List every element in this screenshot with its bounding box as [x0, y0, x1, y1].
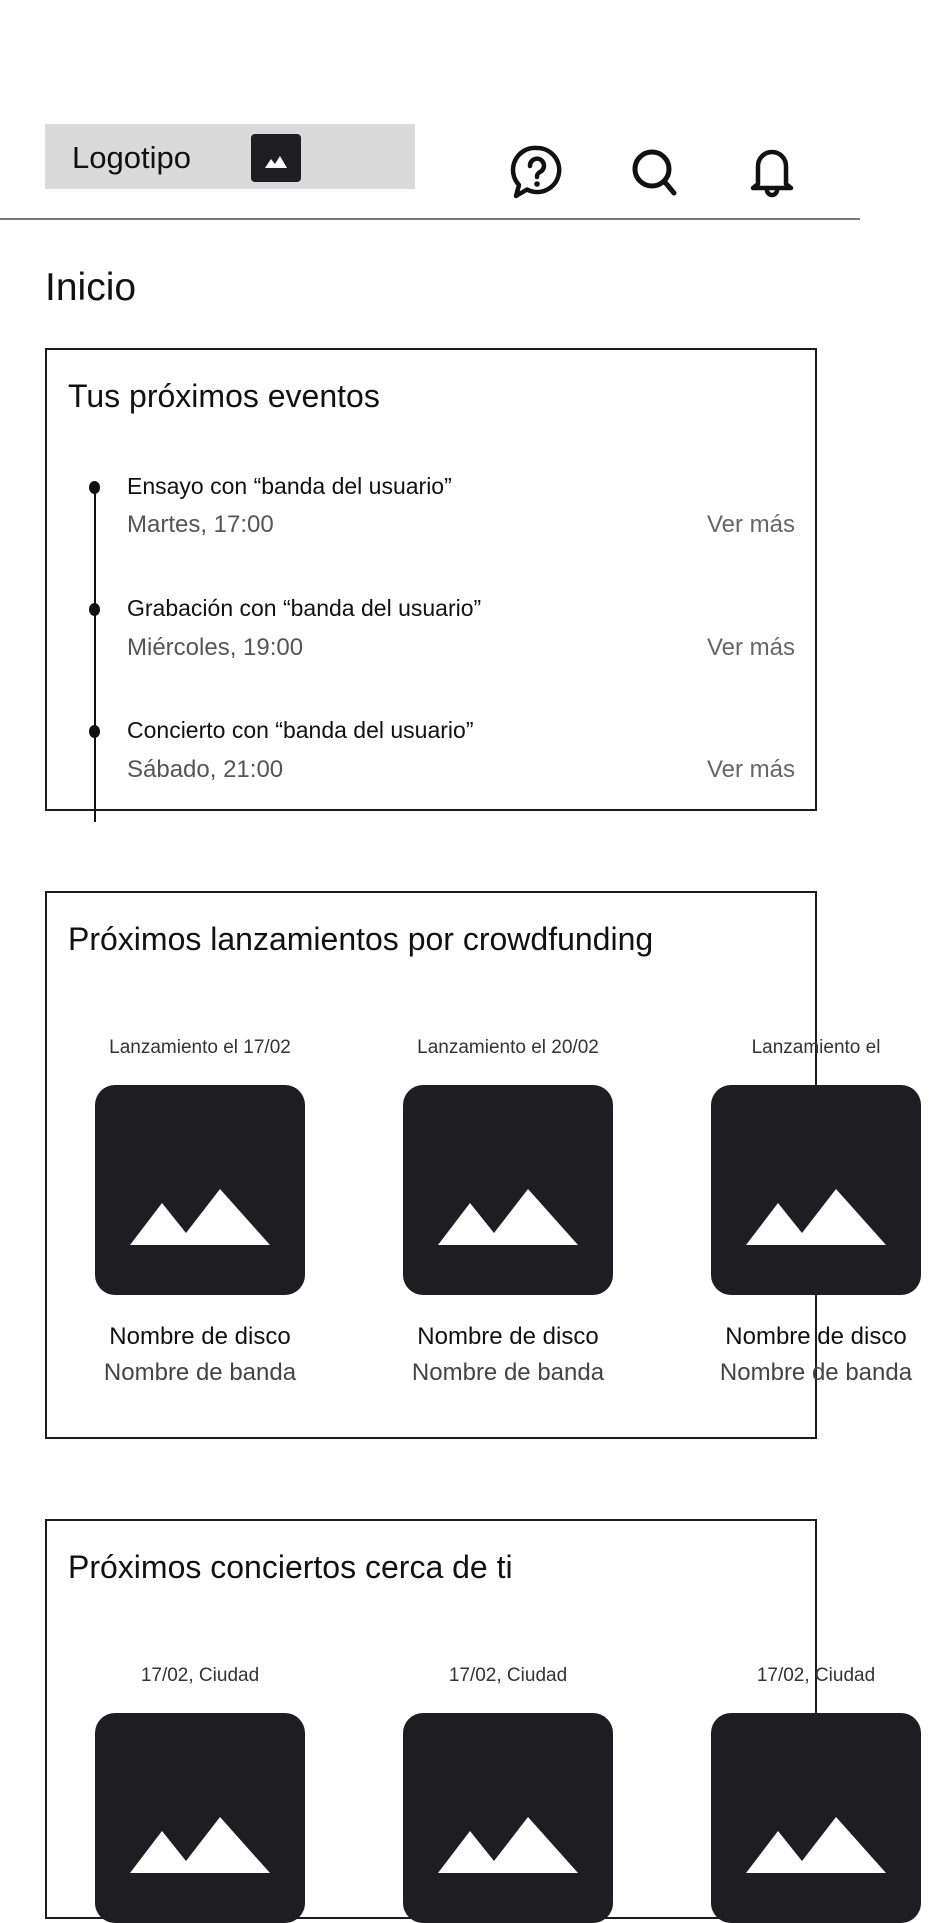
concert-item[interactable] — [393, 1665, 623, 1923]
band-name: Nombre de banda — [411, 1359, 605, 1386]
crowdfunding-title: Próximos lanzamientos por crowdfunding — [68, 921, 654, 957]
search-icon[interactable] — [623, 140, 687, 204]
concert-date-city: 17/02, Ciudad — [140, 1665, 260, 1686]
album-name: Nombre de disco — [109, 1323, 291, 1350]
concert-item[interactable] — [85, 1665, 315, 1923]
logo[interactable] — [45, 124, 415, 189]
event-title: Ensayo con “banda del usuario” — [127, 473, 452, 499]
timeline-dot — [89, 725, 100, 738]
event-date: Sábado, 21:00 — [127, 756, 284, 783]
release-item[interactable] — [393, 1037, 623, 1387]
timeline-line — [94, 482, 96, 822]
timeline-dot — [89, 603, 100, 616]
concert-item[interactable] — [701, 1665, 931, 1923]
see-more-link[interactable]: Ver más — [706, 756, 795, 783]
see-more-link[interactable]: Ver más — [706, 634, 795, 661]
release-item[interactable] — [701, 1037, 931, 1387]
image-placeholder-icon — [95, 1085, 305, 1295]
image-placeholder-icon — [711, 1713, 921, 1923]
crowdfunding-card — [45, 891, 913, 1439]
see-more-link[interactable]: Ver más — [706, 511, 795, 538]
concerts-title: Próximos conciertos cerca de ti — [68, 1549, 513, 1585]
timeline-dot — [89, 481, 100, 494]
events-card — [45, 348, 817, 811]
bell-icon[interactable] — [740, 140, 804, 204]
band-name: Nombre de banda — [103, 1359, 297, 1386]
image-placeholder-icon — [403, 1085, 613, 1295]
image-placeholder-icon — [711, 1085, 921, 1295]
image-placeholder-icon — [95, 1713, 305, 1923]
release-date: Lanzamiento el 20/02 — [417, 1037, 599, 1058]
album-name: Nombre de disco — [725, 1323, 907, 1350]
image-placeholder-icon — [403, 1713, 613, 1923]
help-bubble-icon[interactable] — [505, 140, 569, 204]
event-date: Martes, 17:00 — [127, 511, 274, 538]
release-item[interactable] — [85, 1037, 315, 1387]
events-title: Tus próximos eventos — [68, 378, 380, 414]
page-title: Inicio — [45, 266, 137, 309]
concert-date-city: 17/02, Ciudad — [448, 1665, 568, 1686]
event-title: Concierto con “banda del usuario” — [127, 717, 474, 743]
event-title: Grabación con “banda del usuario” — [127, 595, 482, 621]
concerts-card — [45, 1519, 876, 1919]
logo-text: Logotipo — [72, 140, 191, 175]
release-date: Lanzamiento el — [751, 1037, 881, 1058]
header-divider — [0, 218, 860, 220]
release-date: Lanzamiento el 17/02 — [109, 1037, 291, 1058]
image-icon — [251, 134, 301, 182]
event-date: Miércoles, 19:00 — [127, 634, 304, 661]
band-name: Nombre de banda — [719, 1359, 913, 1386]
concert-date-city: 17/02, Ciudad — [756, 1665, 876, 1686]
album-name: Nombre de disco — [417, 1323, 599, 1350]
